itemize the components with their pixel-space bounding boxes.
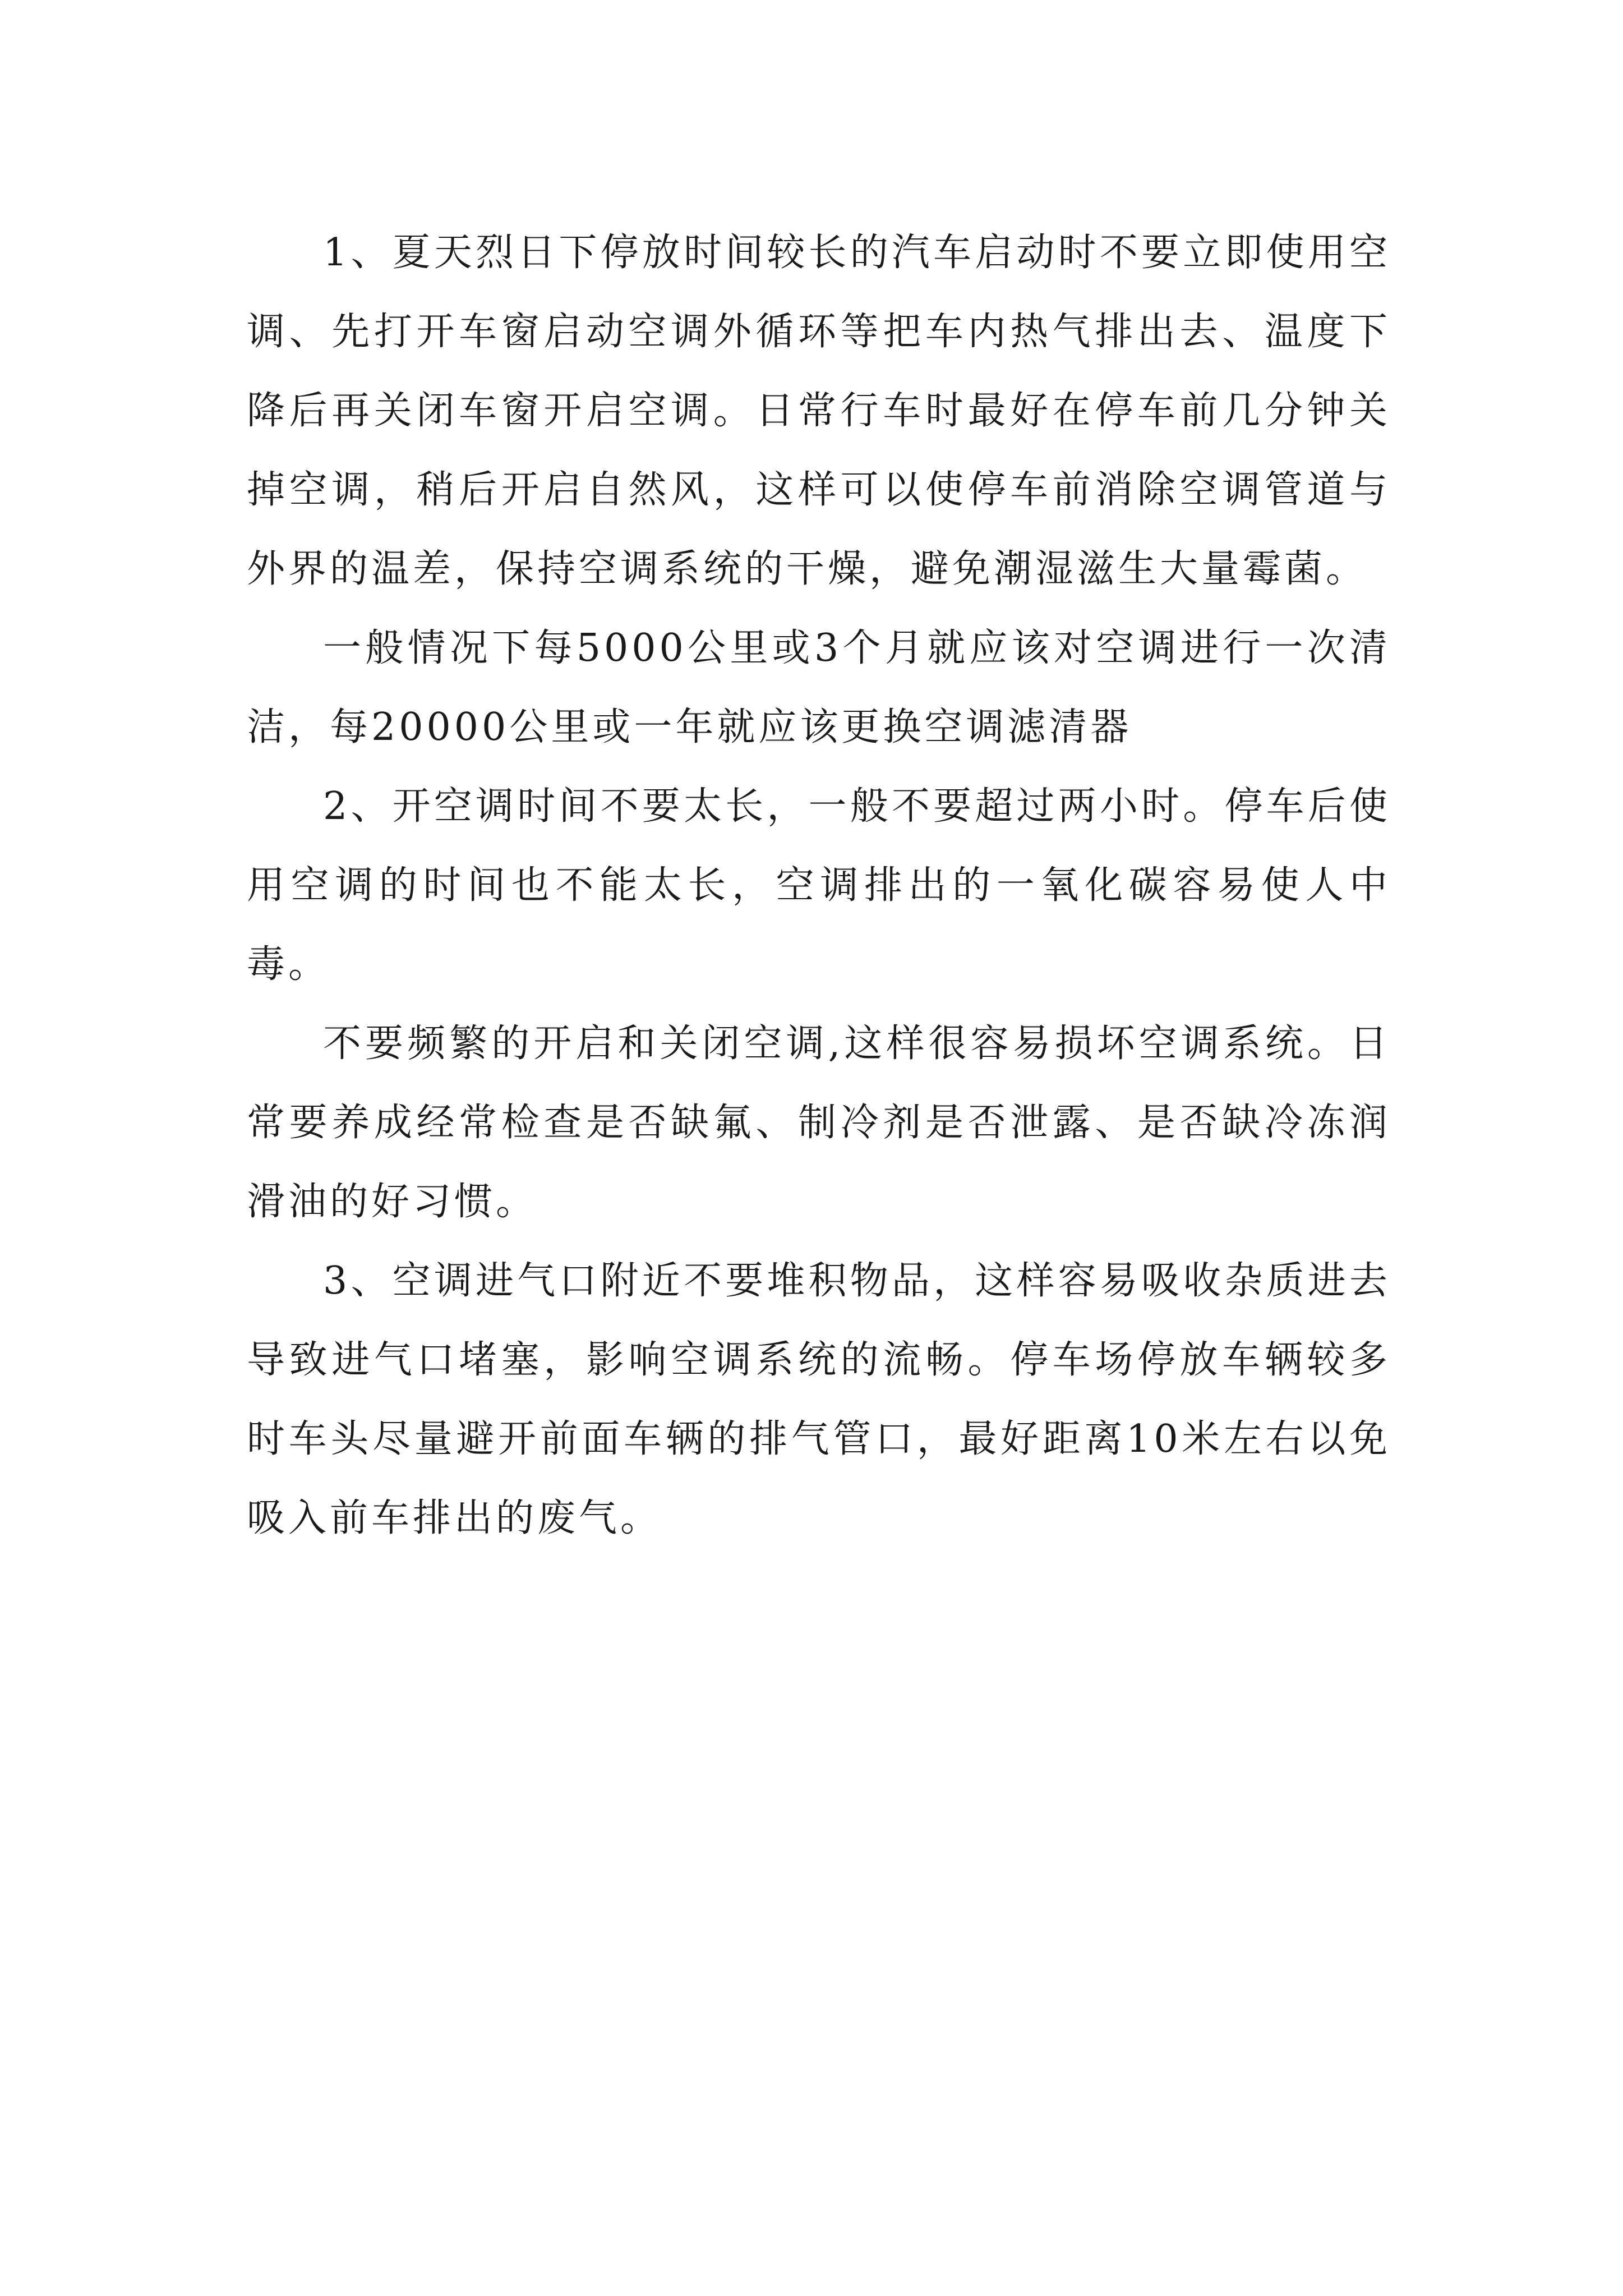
paragraph-ac-duration: 2、开空调时间不要太长，一般不要超过两小时。停车后使用空调的时间也不能太长，空调排出的一氧化碳容易使人中毒。 (247, 784, 1391, 987)
paragraph-air-intake: 3、空调进气口附近不要堆积物品，这样容易吸收杂质进去导致进气口堵塞，影响空调系统的流畅。停车场停放车辆较多时车头尽量避开前面车辆的排气管口，最好距离10米左右以免吸入前车排出的废气。 (247, 1259, 1391, 1540)
document-body (247, 213, 1391, 1558)
paragraph-cleaning-interval: 一般情况下每5000公里或3个月就应该对空调进行一次清洁，每20000公里或一年就应该更换空调滤清器 (247, 626, 1391, 749)
paragraph-ac-maintenance-habits: 不要频繁的开启和关闭空调,这样很容易损坏空调系统。日常要养成经常检查是否缺氟、制冷剂是否泄露、是否缺冷冻润滑油的好习惯。 (247, 1022, 1391, 1224)
paragraph-ac-startup-tips: 1、夏天烈日下停放时间较长的汽车启动时不要立即使用空调、先打开车窗启动空调外循环等把车内热气排出去、温度下降后再关闭车窗开启空调。日常行车时最好在停车前几分钟关掉空调，稍后开启自然风，这样可以使停车前消除空调管道与外界的温差，保持空调系统的干燥，避免潮湿滋生大量霉菌。 (247, 231, 1391, 591)
